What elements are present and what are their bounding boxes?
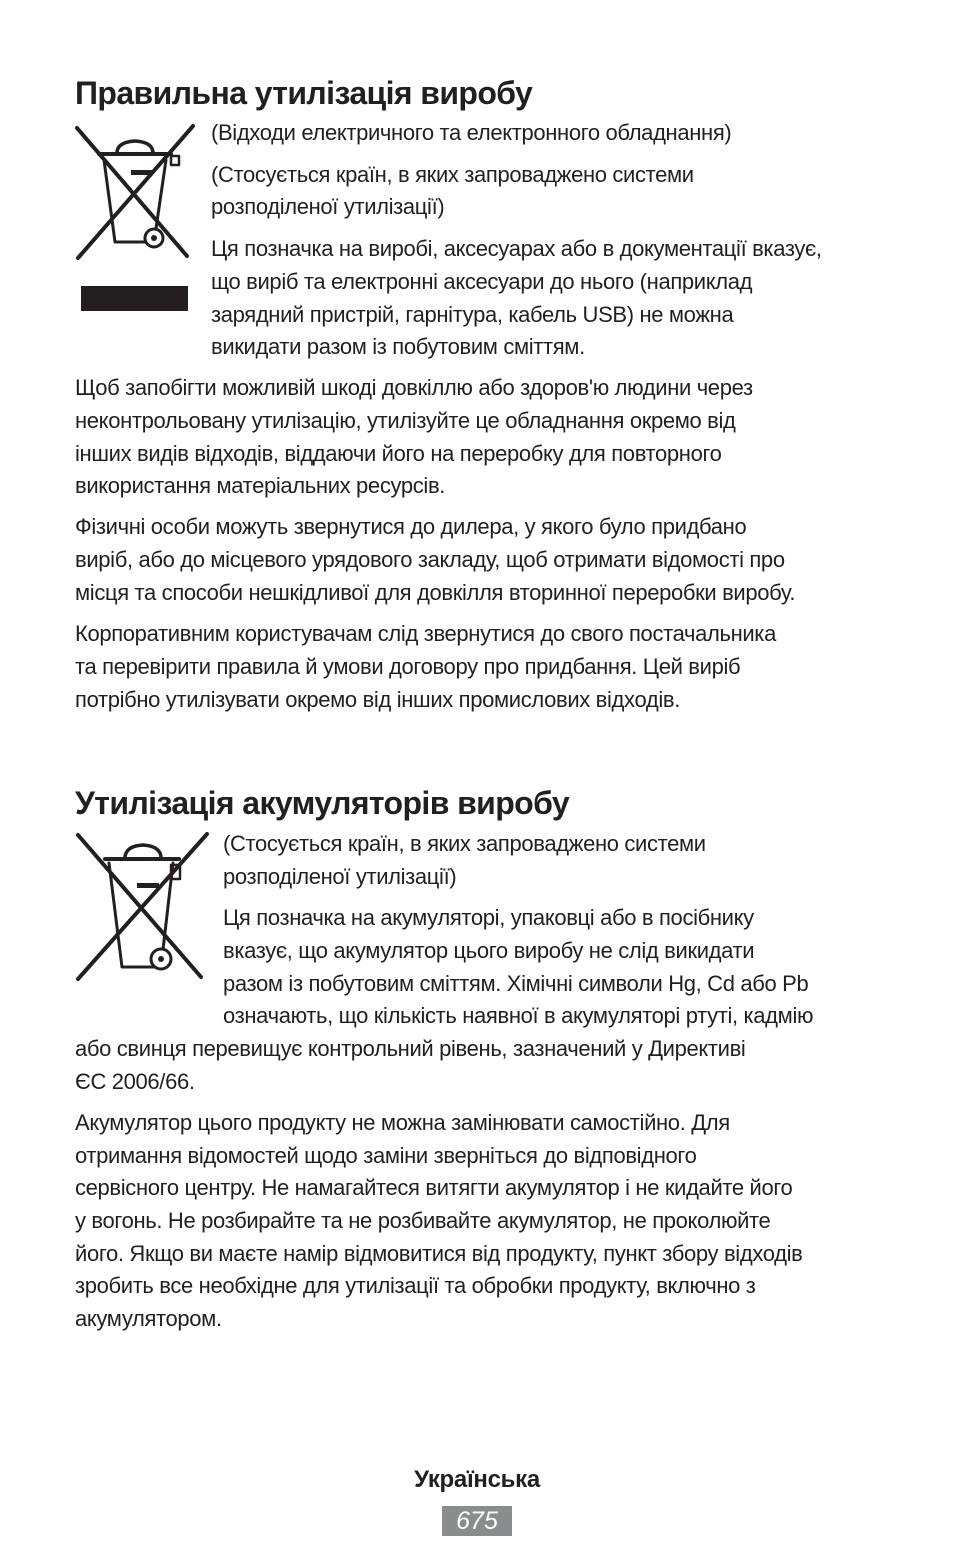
paragraph-line: Щоб запобігти можливій шкоді довкіллю або здоров'ю людини через xyxy=(75,375,753,400)
paragraph-line: його. Якщо ви маєте намір відмовитися від продукту, пункт збору відходів xyxy=(75,1241,803,1266)
battery-symbol-description-line-5: або свинця перевищує контрольний рівень, зазначений у Директиві xyxy=(75,1036,746,1061)
page-number-badge xyxy=(442,1506,512,1536)
battery-symbol-description-line-6: ЄС 2006/66. xyxy=(75,1069,195,1094)
paragraph-line: неконтрольовану утилізацію, утилізуйте це обладнання окремо від xyxy=(75,408,736,433)
paragraph-line: використання матеріальних ресурсів. xyxy=(75,473,446,498)
crossed-out-wheelie-bin-icon xyxy=(75,122,195,321)
footer-language-label: Українська xyxy=(414,1466,540,1493)
section-title-disposal: Правильна утилізація виробу xyxy=(75,75,533,111)
paragraph-line: потрібно утилізувати окремо від інших промислових відходів. xyxy=(75,687,680,712)
applicability-note-line-1: (Стосується країн, в яких запроваджено системи xyxy=(223,831,706,856)
paragraph-line: місця та способи нешкідливої для довкілля вторинної переробки виробу. xyxy=(75,580,796,605)
applicability-note-line-1: (Стосується країн, в яких запроваджено системи xyxy=(211,162,694,187)
paragraph-line: інших видів відходів, віддаючи його на переробку для повторного xyxy=(75,441,722,466)
symbol-description-line-1: Ця позначка на виробі, аксесуарах або в документації вказує, xyxy=(211,236,822,261)
crossed-out-battery-bin-icon xyxy=(75,831,211,988)
battery-symbol-description-line-3: разом із побутовим сміттям. Хімічні символи Hg, Cd або Pb xyxy=(223,971,809,996)
paragraph-line: сервісного центру. Не намагайтеся витягти акумулятор і не кидайте його xyxy=(75,1175,793,1200)
applicability-note-line-2: розподіленої утилізації) xyxy=(211,194,445,219)
paragraph-line: акумулятором. xyxy=(75,1306,222,1331)
weee-note: (Відходи електричного та електронного обладнання) xyxy=(211,120,732,145)
paragraph-line: Корпоративним користувачам слід звернутися до свого постачальника xyxy=(75,621,776,646)
symbol-description-line-4: викидати разом із побутовим сміттям. xyxy=(211,334,585,359)
paragraph-line: у вогонь. Не розбирайте та не розбивайте акумулятор, не проколюйте xyxy=(75,1208,771,1233)
paragraph-line: зробить все необхідне для утилізації та обробки продукту, включно з xyxy=(75,1273,756,1298)
paragraph-line: Фізичні особи можуть звернутися до дилера, у якого було придбано xyxy=(75,514,747,539)
battery-symbol-description-line-2: вказує, що акумулятор цього виробу не слід викидати xyxy=(223,938,755,963)
symbol-description-line-3: зарядний пристрій, гарнітура, кабель USB) не можна xyxy=(211,302,734,327)
page-number: 675 xyxy=(456,1507,498,1535)
battery-symbol-description-line-1: Ця позначка на акумуляторі, упаковці або в посібнику xyxy=(223,905,754,930)
paragraph-line: виріб, або до місцевого урядового закладу, щоб отримати відомості про xyxy=(75,547,785,572)
applicability-note-line-2: розподіленої утилізації) xyxy=(223,864,457,889)
paragraph-line: Акумулятор цього продукту не можна замінювати самостійно. Для xyxy=(75,1110,730,1135)
paragraph-line: та перевірити правила й умови договору про придбання. Цей виріб xyxy=(75,654,741,679)
paragraph-line: отримання відомостей щодо заміни зверніться до відповідного xyxy=(75,1143,697,1168)
symbol-description-line-2: що виріб та електронні аксесуари до нього (наприклад xyxy=(211,269,753,294)
battery-symbol-description-line-4: означають, що кількість наявної в акумуляторі ртуті, кадмію xyxy=(223,1003,814,1028)
section-title-battery-disposal: Утилізація акумуляторів виробу xyxy=(75,785,570,821)
